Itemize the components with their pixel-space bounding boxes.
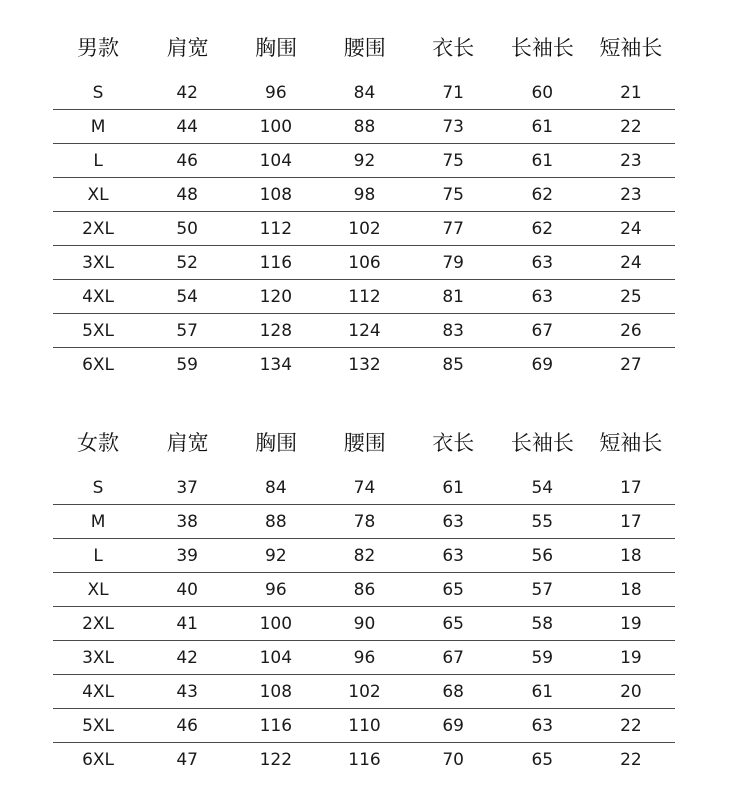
women-measurement-cell: 17 xyxy=(620,511,642,532)
women-measurement-cell: 17 xyxy=(620,477,642,498)
men-table-header xyxy=(53,28,675,66)
women-measurement-cell: 63 xyxy=(531,715,554,736)
men-measurement-cell: 62 xyxy=(531,184,554,205)
women-measurement-cell: 82 xyxy=(353,545,376,566)
men-measurement-cell: 98 xyxy=(353,184,376,205)
women-measurement-cell: 96 xyxy=(353,647,376,668)
men-measurement-cell: 124 xyxy=(348,320,381,341)
women-size-label: XL xyxy=(87,579,109,600)
women-measurement-cell: 19 xyxy=(620,647,642,668)
men-measurement-cell: 102 xyxy=(348,218,381,239)
men-measurement-cell: 128 xyxy=(259,320,293,341)
women-measurement-cell: 40 xyxy=(176,579,198,600)
women-table-row xyxy=(53,607,675,641)
men-measurement-cell: 57 xyxy=(176,320,198,341)
women-size-label: 4XL xyxy=(82,681,115,702)
women-measurement-cell: 56 xyxy=(531,545,554,566)
men-measurement-cell: 44 xyxy=(176,116,198,137)
men-measurement-cell: 27 xyxy=(620,354,642,375)
men-size-label: 2XL xyxy=(82,218,115,239)
women-table-row xyxy=(53,709,675,743)
women-measurement-cell: 84 xyxy=(265,477,287,498)
women-header-cell: 长袖长 xyxy=(510,431,574,455)
women-measurement-cell: 96 xyxy=(265,579,287,600)
men-measurement-cell: 112 xyxy=(348,286,381,307)
women-measurement-cell: 65 xyxy=(442,579,464,600)
women-measurement-cell: 65 xyxy=(531,749,554,770)
men-measurement-cell: 104 xyxy=(259,150,293,171)
men-table-row xyxy=(53,280,675,314)
women-size-table xyxy=(53,423,675,776)
women-measurement-cell: 42 xyxy=(176,647,198,668)
men-table-row xyxy=(53,110,675,144)
men-header-cell: 衣长 xyxy=(432,36,475,60)
women-table-row xyxy=(53,505,675,539)
men-measurement-cell: 60 xyxy=(531,82,554,103)
women-measurement-cell: 59 xyxy=(531,647,554,668)
women-measurement-cell: 37 xyxy=(176,477,198,498)
women-table-row xyxy=(53,573,675,607)
men-measurement-cell: 100 xyxy=(259,116,293,137)
men-table-row xyxy=(53,212,675,246)
women-measurement-cell: 43 xyxy=(176,681,198,702)
men-measurement-cell: 75 xyxy=(442,150,464,171)
men-measurement-cell: 59 xyxy=(176,354,198,375)
women-measurement-cell: 41 xyxy=(176,613,198,634)
women-table-body xyxy=(53,471,675,776)
women-measurement-cell: 116 xyxy=(348,749,381,770)
men-size-label: S xyxy=(92,82,104,103)
men-measurement-cell: 96 xyxy=(265,82,287,103)
women-measurement-cell: 54 xyxy=(531,477,554,498)
men-header-cell: 长袖长 xyxy=(510,36,574,60)
women-measurement-cell: 102 xyxy=(348,681,381,702)
women-header-cell: 短袖长 xyxy=(599,431,663,455)
men-measurement-cell: 132 xyxy=(348,354,381,375)
men-table-row xyxy=(53,314,675,348)
men-measurement-cell: 52 xyxy=(176,252,198,273)
men-measurement-cell: 22 xyxy=(620,116,642,137)
women-measurement-cell: 57 xyxy=(531,579,554,600)
women-header-cell: 女款 xyxy=(77,431,119,455)
women-measurement-cell: 58 xyxy=(531,613,554,634)
men-size-label: L xyxy=(93,150,103,171)
men-measurement-cell: 88 xyxy=(353,116,376,137)
women-measurement-cell: 55 xyxy=(531,511,554,532)
women-header-cell: 肩宽 xyxy=(166,431,209,455)
men-measurement-cell: 48 xyxy=(176,184,198,205)
men-measurement-cell: 81 xyxy=(442,286,464,307)
women-measurement-cell: 90 xyxy=(353,613,376,634)
women-measurement-cell: 104 xyxy=(259,647,293,668)
men-measurement-cell: 79 xyxy=(442,252,464,273)
men-measurement-cell: 67 xyxy=(531,320,554,341)
men-size-table xyxy=(53,28,675,381)
women-measurement-cell: 86 xyxy=(353,579,376,600)
women-measurement-cell: 100 xyxy=(259,613,293,634)
men-measurement-cell: 85 xyxy=(442,354,464,375)
men-header-cell: 男款 xyxy=(77,36,119,60)
men-measurement-cell: 75 xyxy=(442,184,464,205)
women-measurement-cell: 108 xyxy=(259,681,293,702)
women-header-cell: 胸围 xyxy=(255,431,298,455)
men-measurement-cell: 62 xyxy=(531,218,554,239)
women-measurement-cell: 61 xyxy=(442,477,464,498)
women-size-label: 5XL xyxy=(82,715,115,736)
women-measurement-cell: 47 xyxy=(176,749,198,770)
men-header-cell: 肩宽 xyxy=(166,36,209,60)
women-measurement-cell: 18 xyxy=(620,545,642,566)
women-measurement-cell: 110 xyxy=(348,715,381,736)
men-measurement-cell: 69 xyxy=(531,354,554,375)
men-table-row xyxy=(53,178,675,212)
men-measurement-cell: 23 xyxy=(620,150,642,171)
women-measurement-cell: 88 xyxy=(265,511,287,532)
men-measurement-cell: 42 xyxy=(176,82,198,103)
women-table-row xyxy=(53,675,675,709)
men-measurement-cell: 26 xyxy=(620,320,642,341)
women-measurement-cell: 46 xyxy=(176,715,198,736)
men-measurement-cell: 134 xyxy=(259,354,293,375)
women-header-cell: 腰围 xyxy=(343,431,386,455)
men-header-cell: 短袖长 xyxy=(599,36,663,60)
men-measurement-cell: 54 xyxy=(176,286,198,307)
women-measurement-cell: 122 xyxy=(259,749,293,770)
men-measurement-cell: 84 xyxy=(353,82,376,103)
men-size-label: 4XL xyxy=(82,286,115,307)
women-measurement-cell: 18 xyxy=(620,579,642,600)
men-table-row xyxy=(53,348,675,381)
women-size-label: S xyxy=(92,477,104,498)
men-measurement-cell: 61 xyxy=(531,150,554,171)
women-size-label: 3XL xyxy=(82,647,115,668)
women-size-label: L xyxy=(93,545,103,566)
men-measurement-cell: 50 xyxy=(176,218,198,239)
men-size-label: 3XL xyxy=(82,252,115,273)
men-measurement-cell: 24 xyxy=(620,252,642,273)
women-header-cell: 衣长 xyxy=(432,431,475,455)
men-size-label: M xyxy=(90,116,106,137)
men-measurement-cell: 24 xyxy=(620,218,642,239)
men-table-row xyxy=(53,144,675,178)
men-header-cell: 腰围 xyxy=(343,36,386,60)
men-measurement-cell: 71 xyxy=(442,82,464,103)
men-measurement-cell: 63 xyxy=(531,252,554,273)
men-size-label: 6XL xyxy=(82,354,115,375)
women-measurement-cell: 74 xyxy=(353,477,376,498)
women-measurement-cell: 61 xyxy=(531,681,554,702)
men-measurement-cell: 120 xyxy=(259,286,293,307)
women-measurement-cell: 65 xyxy=(442,613,464,634)
men-header-cell: 胸围 xyxy=(255,36,298,60)
women-size-label: 2XL xyxy=(82,613,115,634)
women-measurement-cell: 68 xyxy=(442,681,464,702)
women-measurement-cell: 63 xyxy=(442,545,464,566)
men-measurement-cell: 116 xyxy=(259,252,293,273)
women-measurement-cell: 69 xyxy=(442,715,464,736)
men-measurement-cell: 92 xyxy=(353,150,376,171)
women-size-label: M xyxy=(90,511,106,532)
men-measurement-cell: 25 xyxy=(620,286,642,307)
women-measurement-cell: 116 xyxy=(259,715,293,736)
men-size-label: XL xyxy=(87,184,109,205)
women-measurement-cell: 92 xyxy=(265,545,287,566)
women-measurement-cell: 20 xyxy=(620,681,642,702)
women-measurement-cell: 19 xyxy=(620,613,642,634)
women-measurement-cell: 22 xyxy=(620,749,642,770)
men-measurement-cell: 112 xyxy=(259,218,293,239)
women-measurement-cell: 78 xyxy=(353,511,376,532)
women-measurement-cell: 38 xyxy=(176,511,198,532)
men-measurement-cell: 63 xyxy=(531,286,554,307)
women-table-row xyxy=(53,471,675,505)
men-measurement-cell: 46 xyxy=(176,150,198,171)
women-table-row xyxy=(53,641,675,675)
men-table-body xyxy=(53,76,675,381)
men-measurement-cell: 83 xyxy=(442,320,464,341)
women-measurement-cell: 39 xyxy=(176,545,198,566)
women-table-row xyxy=(53,539,675,573)
men-size-label: 5XL xyxy=(82,320,115,341)
women-table-header xyxy=(53,423,675,461)
women-measurement-cell: 63 xyxy=(442,511,464,532)
women-size-label: 6XL xyxy=(82,749,115,770)
men-measurement-cell: 23 xyxy=(620,184,642,205)
men-measurement-cell: 61 xyxy=(531,116,554,137)
men-table-row xyxy=(53,246,675,280)
women-measurement-cell: 70 xyxy=(442,749,464,770)
women-measurement-cell: 67 xyxy=(442,647,464,668)
men-table-row xyxy=(53,76,675,110)
men-measurement-cell: 108 xyxy=(259,184,293,205)
men-measurement-cell: 73 xyxy=(442,116,464,137)
men-measurement-cell: 21 xyxy=(620,82,642,103)
men-measurement-cell: 77 xyxy=(442,218,464,239)
women-table-row xyxy=(53,743,675,776)
women-measurement-cell: 22 xyxy=(620,715,642,736)
men-measurement-cell: 106 xyxy=(348,252,381,273)
